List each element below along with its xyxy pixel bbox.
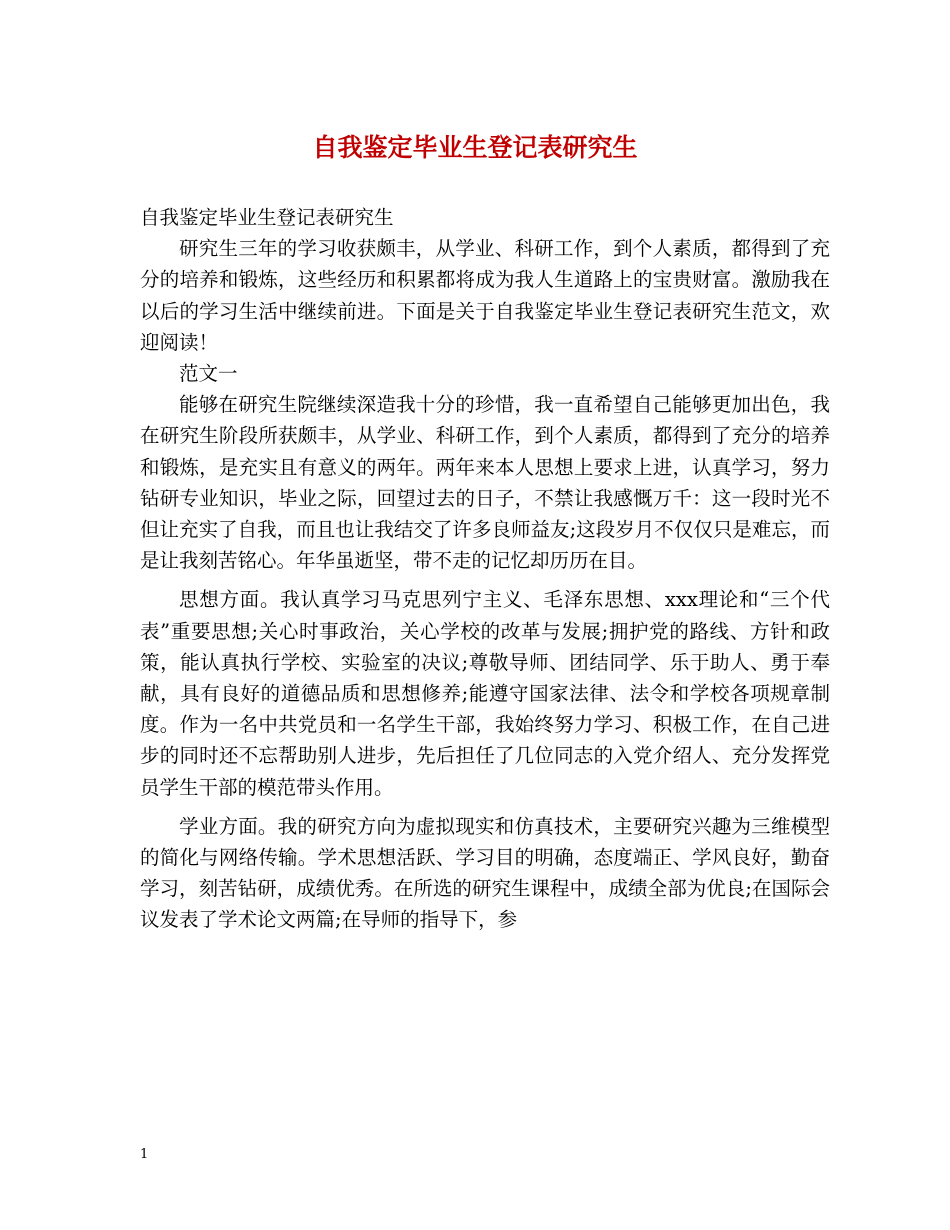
body-paragraph-2: 思想方面。我认真学习马克思列宁主义、毛泽东思想、xxx理论和“三个代表”重要思想;关心时事政治，关心学校的改革与发展;拥护党的路线、方针和政策，能认真执行学校、实验室的决议;尊敬导师、团结同学、乐于助人、勇于奉献，具有良好的道德品质和思想修养;能遵守国家法律、法令和学校各项规章制度。作为一名中共党员和一名学生干部，我始终努力学习、积极工作，在自己进步的同时还不忘帮助别人进步，先后担任了几位同志的入党介绍人、充分发挥党员学生干部的模范带头作用。 [140, 588, 830, 799]
section-heading: 范文一 [179, 362, 238, 386]
page-number: 1 [140, 1147, 149, 1162]
body-paragraph-3: 学业方面。我的研究方向为虚拟现实和仿真技术，主要研究兴趣为三维模型的简化与网络传输。学术思想活跃、学习目的明确，态度端正、学风良好，勤奋学习，刻苦钻研，成绩优秀。在所选的研究生课程中，成绩全部为优良;在国际会议发表了学术论文两篇;在导师的指导下，参 [140, 814, 830, 932]
intro-paragraph: 研究生三年的学习收获颇丰，从学业、科研工作，到个人素质，都得到了充分的培养和锻炼，这些经历和积累都将成为我人生道路上的宝贵财富。激励我在以后的学习生活中继续前进。下面是关于自我鉴定毕业生登记表研究生范文，欢迎阅读！ [140, 237, 830, 354]
document-subtitle: 自我鉴定毕业生登记表研究生 [140, 206, 394, 229]
document-title: 自我鉴定毕业生登记表研究生 [312, 133, 638, 162]
document-body [140, 202, 830, 936]
body-paragraph-1: 能够在研究生院继续深造我十分的珍惜，我一直希望自己能够更加出色，我在研究生阶段所获颇丰，从学业、科研工作，到个人素质，都得到了充分的培养和锻炼，是充实且有意义的两年。两年来本人思想上要求上进，认真学习，努力钻研专业知识，毕业之际，回望过去的日子，不禁让我感慨万千：这一段时光不但让充实了自我，而且也让我结交了许多良师益友;这段岁月不仅仅只是难忘，而是让我刻苦铭心。年华虽逝坚，带不走的记忆却历历在目。 [140, 393, 830, 573]
